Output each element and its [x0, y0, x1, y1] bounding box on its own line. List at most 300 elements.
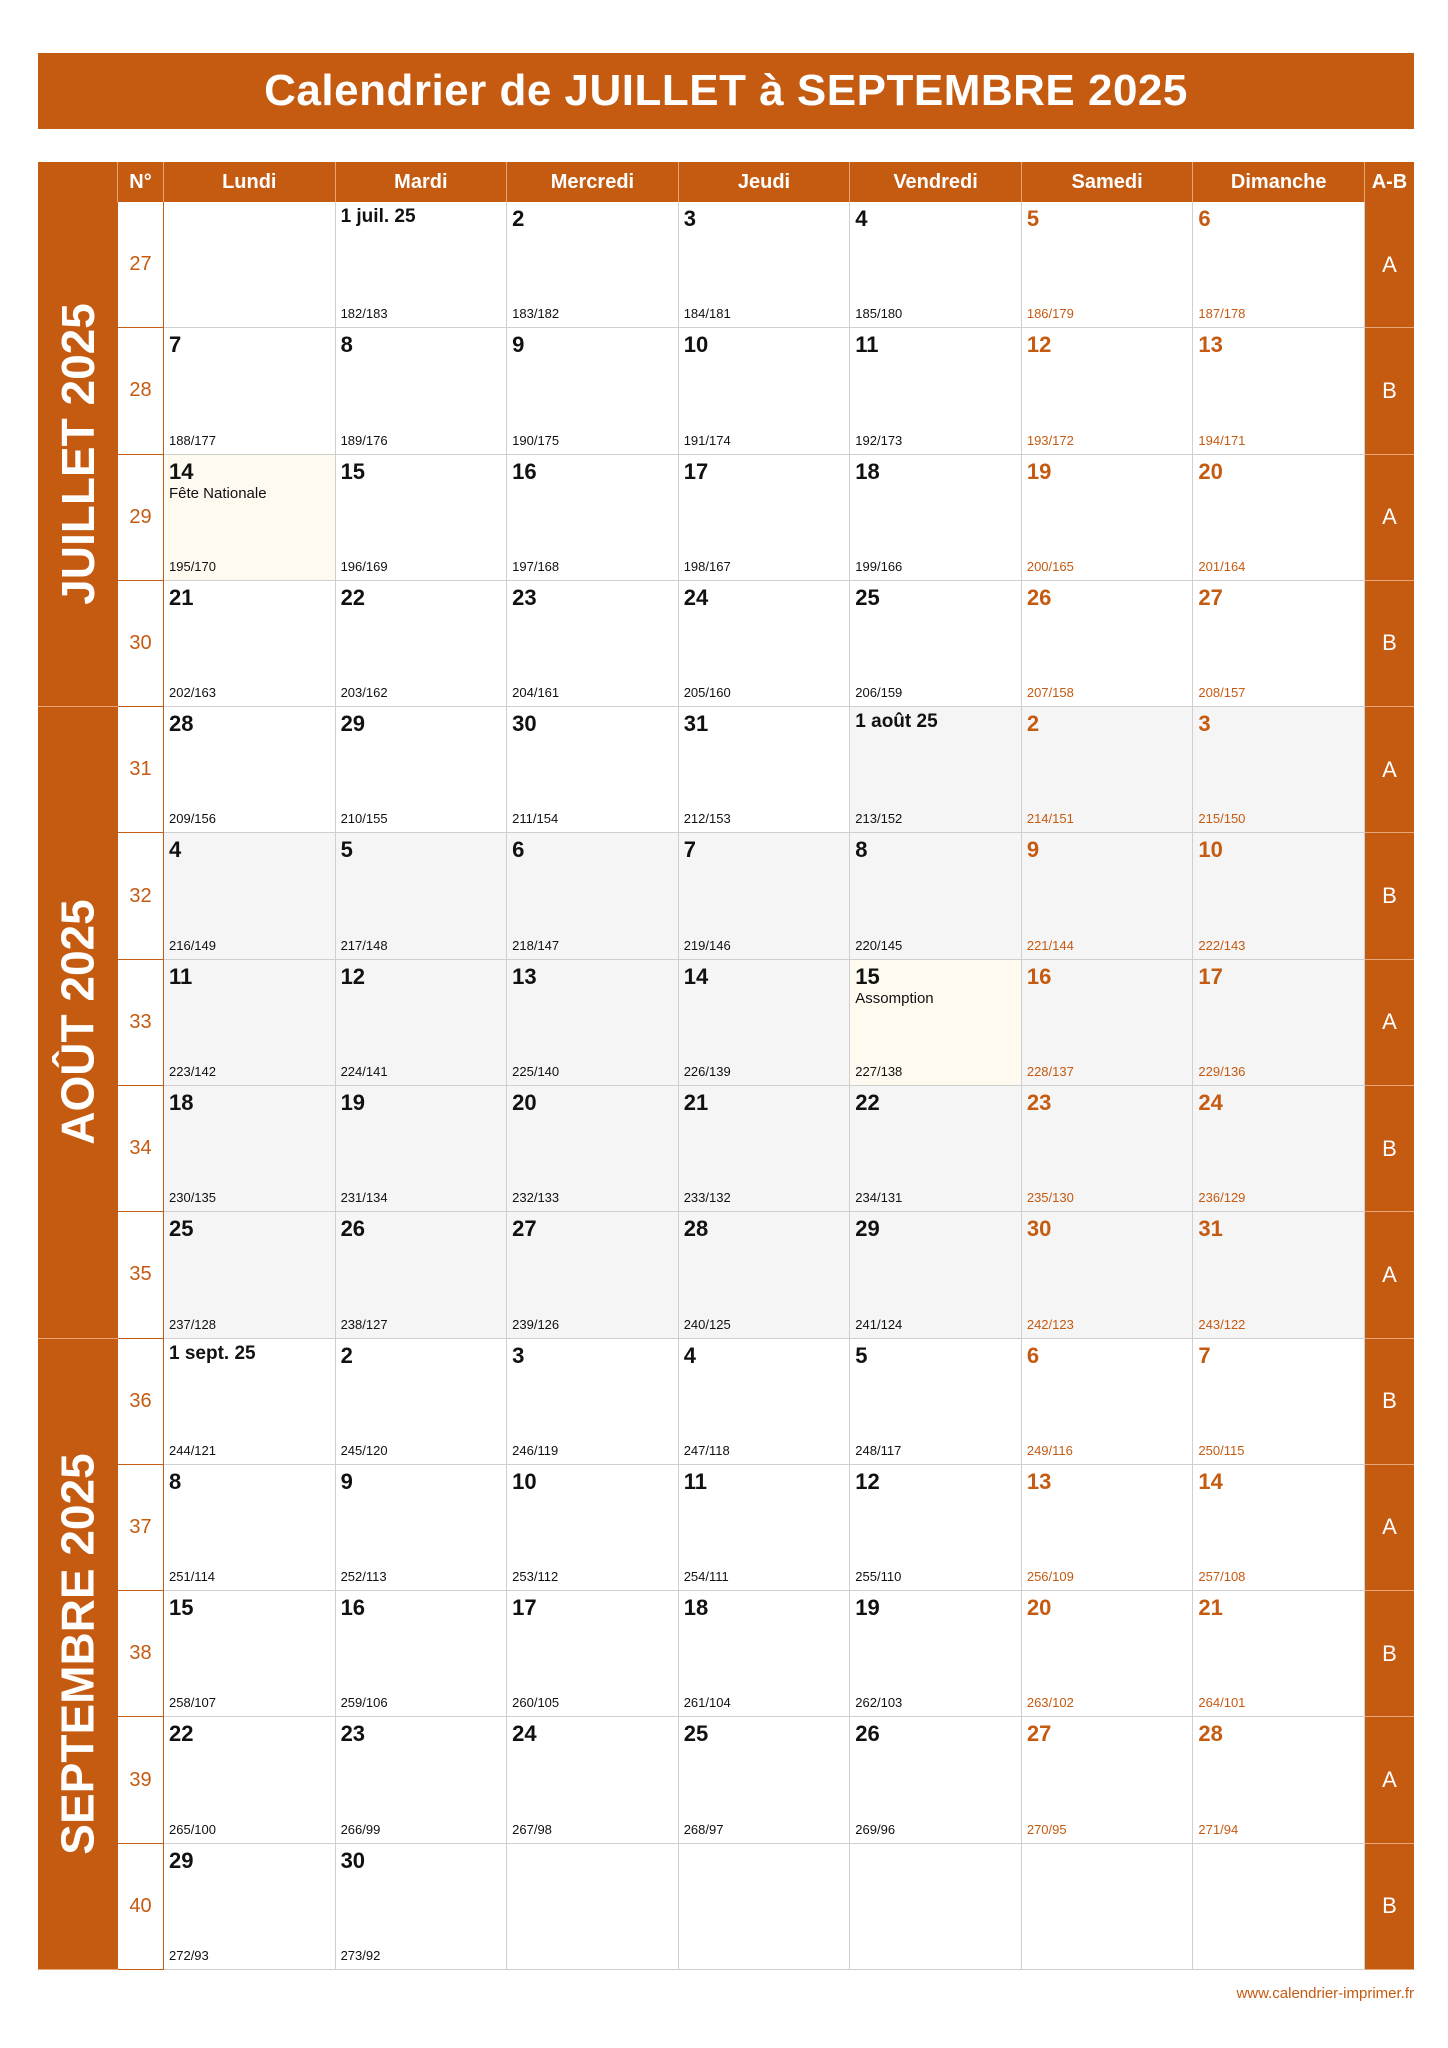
- day-cell[interactable]: [336, 202, 508, 328]
- day-cell[interactable]: [1193, 1717, 1365, 1843]
- day-cell[interactable]: [850, 707, 1022, 833]
- day-number: 18: [169, 1089, 194, 1115]
- day-number: 17: [512, 1595, 537, 1621]
- day-number: 23: [512, 584, 537, 610]
- day-cell[interactable]: [850, 1465, 1022, 1591]
- week-ab-label: B: [1365, 1339, 1414, 1465]
- header-ab: A-B: [1365, 162, 1414, 202]
- week-number: 39: [118, 1717, 164, 1843]
- day-count: 249/116: [1026, 1442, 1073, 1458]
- day-cell[interactable]: [679, 1212, 851, 1338]
- day-count: 211/154: [512, 811, 559, 827]
- day-number: 21: [169, 584, 194, 610]
- day-cell[interactable]: [1022, 833, 1194, 959]
- day-number: 28: [1198, 1721, 1223, 1747]
- day-number: 16: [340, 1595, 366, 1621]
- week-number: 36: [118, 1339, 164, 1465]
- day-number: 5: [855, 1342, 868, 1368]
- day-cell[interactable]: [164, 1717, 336, 1843]
- day-cell[interactable]: [1193, 1212, 1365, 1338]
- day-number: 19: [855, 1595, 880, 1621]
- day-number: 22: [340, 584, 366, 610]
- day-count: 223/142: [169, 1063, 216, 1079]
- day-cell[interactable]: [850, 833, 1022, 959]
- header-thursday: Jeudi: [679, 162, 851, 202]
- month-label-text: AOÛT 2025: [52, 899, 104, 1146]
- day-count: 246/119: [512, 1442, 559, 1458]
- day-count: 195/170: [169, 558, 216, 574]
- header-monday: Lundi: [164, 162, 336, 202]
- day-count: 258/107: [169, 1695, 216, 1711]
- day-number: 11: [855, 332, 879, 358]
- day-number: 7: [169, 332, 182, 358]
- day-count: 222/143: [1198, 937, 1246, 953]
- day-number: 13: [1198, 332, 1223, 358]
- day-count: 201/164: [1198, 558, 1246, 574]
- month-label: [38, 1339, 118, 1970]
- header-week-number: N°: [118, 162, 164, 202]
- day-cell[interactable]: [507, 707, 679, 833]
- day-cell[interactable]: [507, 1465, 679, 1591]
- day-number: 10: [1198, 837, 1223, 863]
- day-cell[interactable]: [164, 1339, 336, 1465]
- day-number: 26: [855, 1721, 880, 1747]
- day-count: 226/139: [683, 1063, 731, 1079]
- day-number: 21: [683, 1089, 709, 1115]
- week-ab-label: A: [1365, 1465, 1414, 1591]
- day-cell[interactable]: [507, 328, 679, 454]
- day-number: 6: [1026, 1342, 1040, 1368]
- day-cell[interactable]: [850, 1339, 1022, 1465]
- week-number: 31: [118, 707, 164, 833]
- day-cell[interactable]: [1193, 202, 1365, 328]
- day-count: 243/122: [1198, 1316, 1246, 1332]
- day-count: 244/121: [169, 1442, 216, 1458]
- day-cell[interactable]: [850, 1212, 1022, 1338]
- day-number: 10: [512, 1468, 537, 1494]
- day-count: 207/158: [1026, 685, 1074, 701]
- day-count: 256/109: [1026, 1569, 1074, 1585]
- day-number: 20: [1026, 1595, 1052, 1621]
- day-number: 2: [1026, 711, 1040, 737]
- day-number: 1 juil. 25: [340, 206, 416, 227]
- day-count: 233/132: [683, 1190, 731, 1206]
- week-ab-label: B: [1365, 1086, 1414, 1212]
- week-ab-label: A: [1365, 1717, 1414, 1843]
- header-month-spacer: [38, 162, 118, 202]
- day-number: 12: [1026, 332, 1052, 358]
- day-count: 185/180: [855, 306, 903, 322]
- day-count: 253/112: [512, 1569, 559, 1585]
- week-ab-label: B: [1365, 328, 1414, 454]
- day-number: 25: [855, 584, 880, 610]
- empty-day-cell: [164, 202, 336, 328]
- empty-day-cell: [850, 1844, 1022, 1970]
- day-count: 191/174: [683, 432, 731, 448]
- day-number: 10: [683, 332, 709, 358]
- day-cell[interactable]: [1193, 1465, 1365, 1591]
- day-number: 4: [855, 206, 868, 231]
- day-number: 14: [1198, 1468, 1223, 1494]
- day-count: 187/178: [1198, 306, 1246, 322]
- day-cell[interactable]: [164, 1465, 336, 1591]
- day-number: 31: [683, 711, 709, 737]
- day-cell[interactable]: [679, 1591, 851, 1717]
- day-count: 188/177: [169, 432, 216, 448]
- day-cell[interactable]: [1022, 1465, 1194, 1591]
- day-cell[interactable]: [679, 1086, 851, 1212]
- header-friday: Vendredi: [850, 162, 1022, 202]
- day-cell[interactable]: [164, 581, 336, 707]
- day-number: 9: [512, 332, 525, 358]
- day-number: 18: [855, 458, 880, 484]
- day-cell[interactable]: [1193, 833, 1365, 959]
- week-number: 32: [118, 833, 164, 959]
- calendar-grid: [38, 162, 1414, 1970]
- day-count: 190/175: [512, 432, 560, 448]
- week-number: 40: [118, 1844, 164, 1970]
- day-count: 230/135: [169, 1190, 216, 1206]
- day-number: 5: [340, 837, 353, 863]
- day-cell[interactable]: [336, 1086, 508, 1212]
- page-title: Calendrier de JUILLET à SEPTEMBRE 2025: [38, 53, 1414, 129]
- day-number: 6: [1198, 206, 1211, 231]
- day-cell[interactable]: [507, 581, 679, 707]
- week-ab-label: B: [1365, 581, 1414, 707]
- day-count: 266/99: [340, 1821, 381, 1837]
- week-number: 30: [118, 581, 164, 707]
- day-count: 205/160: [683, 685, 731, 701]
- day-cell[interactable]: [336, 1591, 508, 1717]
- day-cell[interactable]: [507, 960, 679, 1086]
- empty-day-cell: [1022, 1844, 1194, 1970]
- day-count: 255/110: [855, 1569, 902, 1585]
- day-count: 231/134: [340, 1190, 388, 1206]
- day-cell[interactable]: [164, 1212, 336, 1338]
- day-count: 235/130: [1026, 1190, 1074, 1206]
- day-cell[interactable]: [336, 581, 508, 707]
- day-number: 26: [1026, 584, 1052, 610]
- day-count: 216/149: [169, 937, 216, 953]
- day-count: 257/108: [1198, 1569, 1246, 1585]
- month-label: [38, 202, 118, 707]
- day-number: 7: [683, 837, 696, 863]
- day-cell[interactable]: [164, 960, 336, 1086]
- day-number: 13: [1026, 1468, 1052, 1494]
- day-number: 29: [340, 711, 366, 737]
- holiday-label: Fête Nationale: [169, 484, 267, 502]
- day-count: 272/93: [169, 1947, 209, 1963]
- day-cell[interactable]: [336, 328, 508, 454]
- day-count: 259/106: [340, 1695, 388, 1711]
- week-number: 27: [118, 202, 164, 328]
- day-cell[interactable]: [164, 1844, 336, 1970]
- day-count: 184/181: [683, 306, 731, 322]
- day-count: 189/176: [340, 432, 388, 448]
- day-number: 30: [1026, 1216, 1052, 1242]
- day-count: 204/161: [512, 685, 560, 701]
- day-cell[interactable]: [336, 1465, 508, 1591]
- day-cell[interactable]: [1193, 1339, 1365, 1465]
- day-count: 250/115: [1198, 1442, 1245, 1458]
- day-cell[interactable]: [336, 833, 508, 959]
- day-count: 232/133: [512, 1190, 560, 1206]
- day-cell[interactable]: [679, 202, 851, 328]
- day-number: 12: [340, 963, 366, 989]
- footer-website: www.calendrier-imprimer.fr: [1236, 1985, 1414, 2002]
- day-number: 23: [340, 1721, 366, 1747]
- day-count: 263/102: [1026, 1695, 1074, 1711]
- day-cell[interactable]: [850, 328, 1022, 454]
- day-number: 24: [1198, 1089, 1223, 1115]
- day-number: 19: [1026, 458, 1052, 484]
- day-cell[interactable]: [507, 202, 679, 328]
- day-cell[interactable]: [336, 1339, 508, 1465]
- day-count: 245/120: [340, 1442, 388, 1458]
- month-label: [38, 707, 118, 1338]
- day-number: 2: [512, 206, 525, 231]
- day-number: 29: [169, 1847, 194, 1873]
- day-number: 1 sept. 25: [169, 1342, 256, 1364]
- day-number: 16: [1026, 963, 1052, 989]
- day-cell[interactable]: [1193, 328, 1365, 454]
- day-count: 229/136: [1198, 1063, 1246, 1079]
- day-count: 254/111: [683, 1569, 729, 1585]
- day-number: 4: [169, 837, 182, 863]
- day-cell[interactable]: [336, 1717, 508, 1843]
- week-ab-label: A: [1365, 960, 1414, 1086]
- day-cell[interactable]: [336, 1844, 508, 1970]
- day-count: 261/104: [683, 1695, 731, 1711]
- day-number: 20: [512, 1089, 537, 1115]
- day-count: 234/131: [855, 1190, 903, 1206]
- day-number: 1 août 25: [855, 711, 938, 733]
- day-count: 217/148: [340, 937, 388, 953]
- day-number: 21: [1198, 1595, 1223, 1621]
- day-count: 228/137: [1026, 1063, 1074, 1079]
- day-cell[interactable]: [1193, 1086, 1365, 1212]
- day-count: 236/129: [1198, 1190, 1246, 1206]
- day-cell[interactable]: [336, 707, 508, 833]
- day-cell[interactable]: [679, 833, 851, 959]
- day-count: 186/179: [1026, 306, 1074, 322]
- month-label-text: JUILLET 2025: [52, 303, 104, 605]
- day-number: 11: [683, 1468, 707, 1494]
- day-count: 208/157: [1198, 685, 1246, 701]
- day-cell[interactable]: [1193, 581, 1365, 707]
- day-cell[interactable]: [1193, 707, 1365, 833]
- day-count: 202/163: [169, 685, 216, 701]
- day-cell[interactable]: [1022, 707, 1194, 833]
- day-count: 239/126: [512, 1316, 560, 1332]
- day-cell[interactable]: [164, 455, 336, 581]
- day-cell[interactable]: [164, 833, 336, 959]
- day-number: 22: [855, 1089, 880, 1115]
- day-count: 196/169: [340, 558, 388, 574]
- holiday-label: Assomption: [855, 989, 934, 1007]
- day-cell[interactable]: [1193, 960, 1365, 1086]
- day-number: 5: [1026, 206, 1040, 231]
- day-count: 240/125: [683, 1316, 731, 1332]
- week-number: 28: [118, 328, 164, 454]
- day-cell[interactable]: [850, 1591, 1022, 1717]
- day-number: 27: [512, 1216, 537, 1242]
- day-number: 9: [1026, 837, 1040, 863]
- day-number: 22: [169, 1721, 194, 1747]
- day-cell[interactable]: [507, 1212, 679, 1338]
- day-count: 182/183: [340, 306, 388, 322]
- day-number: 20: [1198, 458, 1223, 484]
- header-sunday: Dimanche: [1193, 162, 1365, 202]
- day-cell[interactable]: [507, 1591, 679, 1717]
- day-cell[interactable]: [1022, 581, 1194, 707]
- day-number: 30: [340, 1847, 366, 1873]
- day-cell[interactable]: [164, 328, 336, 454]
- day-count: 198/167: [683, 558, 731, 574]
- day-cell[interactable]: [1022, 328, 1194, 454]
- day-number: 11: [169, 963, 193, 989]
- day-cell[interactable]: [1193, 455, 1365, 581]
- day-cell[interactable]: [850, 960, 1022, 1086]
- day-number: 28: [169, 711, 194, 737]
- day-cell[interactable]: [679, 960, 851, 1086]
- day-cell[interactable]: [679, 707, 851, 833]
- week-number: 35: [118, 1212, 164, 1338]
- day-cell[interactable]: [507, 833, 679, 959]
- day-count: 192/173: [855, 432, 903, 448]
- day-number: 27: [1026, 1721, 1052, 1747]
- day-count: 221/144: [1026, 937, 1074, 953]
- day-count: 270/95: [1026, 1821, 1067, 1837]
- day-cell[interactable]: [850, 1717, 1022, 1843]
- day-number: 8: [855, 837, 868, 863]
- day-number: 6: [512, 837, 525, 863]
- day-cell[interactable]: [1022, 1591, 1194, 1717]
- day-cell[interactable]: [507, 1717, 679, 1843]
- day-count: 225/140: [512, 1063, 560, 1079]
- day-count: 219/146: [683, 937, 731, 953]
- week-ab-label: B: [1365, 1591, 1414, 1717]
- day-number: 25: [169, 1216, 194, 1242]
- day-count: 215/150: [1198, 811, 1246, 827]
- day-number: 24: [512, 1721, 537, 1747]
- day-number: 15: [340, 458, 366, 484]
- day-cell[interactable]: [1022, 455, 1194, 581]
- day-count: 262/103: [855, 1695, 903, 1711]
- day-cell[interactable]: [679, 455, 851, 581]
- day-cell[interactable]: [336, 960, 508, 1086]
- week-number: 37: [118, 1465, 164, 1591]
- day-number: 13: [512, 963, 537, 989]
- day-count: 242/123: [1026, 1316, 1074, 1332]
- day-cell[interactable]: [507, 1339, 679, 1465]
- day-cell[interactable]: [1022, 960, 1194, 1086]
- day-count: 265/100: [169, 1821, 216, 1837]
- day-number: 3: [512, 1342, 525, 1368]
- day-count: 271/94: [1198, 1821, 1239, 1837]
- day-cell[interactable]: [679, 581, 851, 707]
- day-number: 7: [1198, 1342, 1211, 1368]
- empty-day-cell: [679, 1844, 851, 1970]
- day-number: 19: [340, 1089, 366, 1115]
- day-count: 199/166: [855, 558, 903, 574]
- day-cell[interactable]: [850, 1086, 1022, 1212]
- day-number: 26: [340, 1216, 366, 1242]
- day-count: 206/159: [855, 685, 903, 701]
- day-count: 210/155: [340, 811, 388, 827]
- day-count: 193/172: [1026, 432, 1074, 448]
- day-cell[interactable]: [1022, 1086, 1194, 1212]
- day-cell[interactable]: [679, 1339, 851, 1465]
- day-number: 17: [1198, 963, 1223, 989]
- day-number: 12: [855, 1468, 880, 1494]
- day-cell[interactable]: [679, 1465, 851, 1591]
- day-number: 28: [683, 1216, 709, 1242]
- day-count: 273/92: [340, 1947, 381, 1963]
- day-cell[interactable]: [164, 1591, 336, 1717]
- day-cell[interactable]: [1193, 1591, 1365, 1717]
- day-number: 29: [855, 1216, 880, 1242]
- day-number: 3: [1198, 711, 1211, 737]
- week-ab-label: B: [1365, 1844, 1414, 1970]
- day-cell[interactable]: [336, 1212, 508, 1338]
- day-count: 212/153: [683, 811, 731, 827]
- day-count: 241/124: [855, 1316, 903, 1332]
- day-count: 218/147: [512, 937, 560, 953]
- day-cell[interactable]: [679, 328, 851, 454]
- week-number: 34: [118, 1086, 164, 1212]
- day-cell[interactable]: [336, 455, 508, 581]
- day-cell[interactable]: [850, 581, 1022, 707]
- day-cell[interactable]: [507, 455, 679, 581]
- day-number: 17: [683, 458, 709, 484]
- week-number: 33: [118, 960, 164, 1086]
- day-number: 8: [340, 332, 353, 358]
- day-cell[interactable]: [850, 455, 1022, 581]
- day-count: 247/118: [683, 1442, 730, 1458]
- day-count: 227/138: [855, 1063, 903, 1079]
- day-count: 268/97: [683, 1821, 724, 1837]
- week-ab-label: A: [1365, 707, 1414, 833]
- week-ab-label: A: [1365, 202, 1414, 328]
- day-cell[interactable]: [679, 1717, 851, 1843]
- day-number: 9: [340, 1468, 353, 1494]
- day-number: 25: [683, 1721, 709, 1747]
- day-count: 194/171: [1198, 432, 1246, 448]
- day-cell[interactable]: [1022, 202, 1194, 328]
- day-count: 213/152: [855, 811, 903, 827]
- day-number: 30: [512, 711, 537, 737]
- day-cell[interactable]: [1022, 1212, 1194, 1338]
- day-cell[interactable]: [164, 1086, 336, 1212]
- day-number: 4: [683, 1342, 696, 1368]
- day-count: 264/101: [1198, 1695, 1246, 1711]
- day-cell[interactable]: [850, 202, 1022, 328]
- week-number: 29: [118, 455, 164, 581]
- day-cell[interactable]: [1022, 1717, 1194, 1843]
- day-number: 24: [683, 584, 709, 610]
- day-count: 197/168: [512, 558, 560, 574]
- day-cell[interactable]: [164, 707, 336, 833]
- day-count: 203/162: [340, 685, 388, 701]
- day-count: 251/114: [169, 1569, 216, 1585]
- day-count: 267/98: [512, 1821, 552, 1837]
- month-label-text: SEPTEMBRE 2025: [52, 1453, 105, 1855]
- day-count: 269/96: [855, 1821, 896, 1837]
- day-count: 209/156: [169, 811, 216, 827]
- day-cell[interactable]: [1022, 1339, 1194, 1465]
- day-cell[interactable]: [507, 1086, 679, 1212]
